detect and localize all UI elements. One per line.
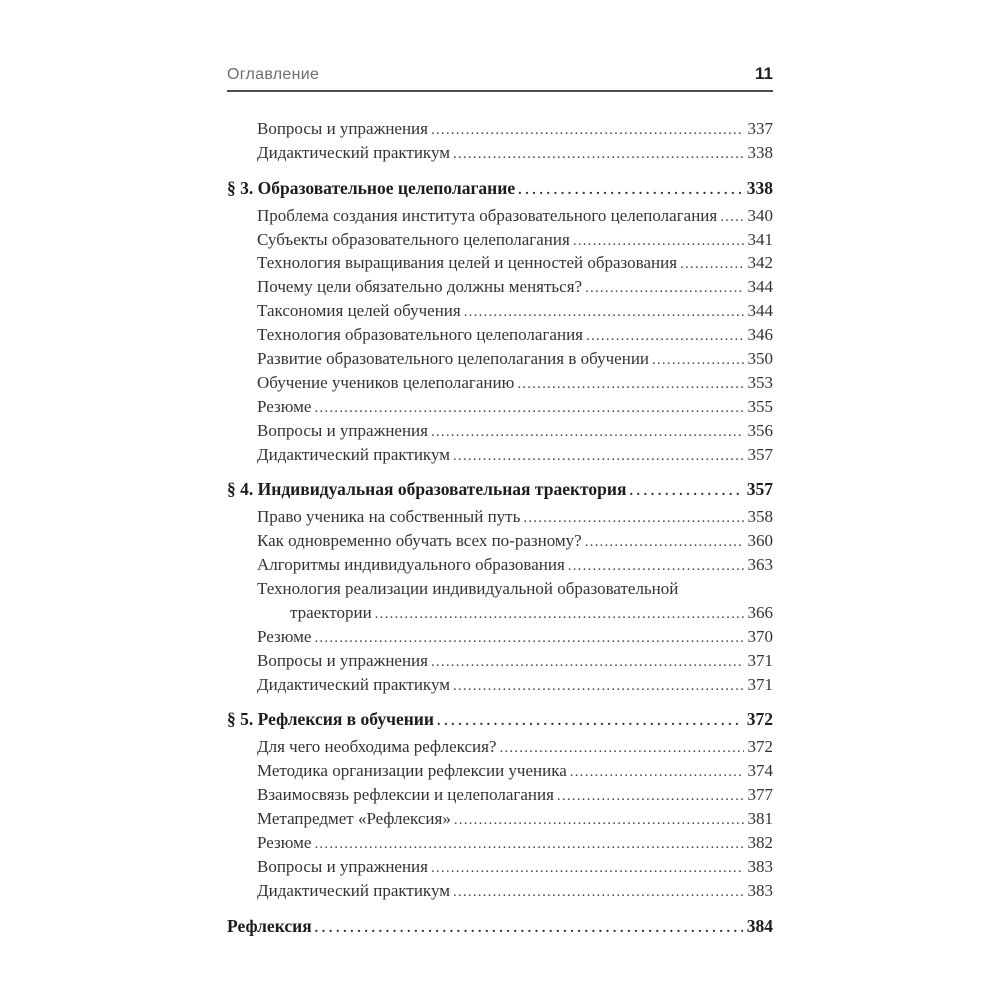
- toc-entry-page: 383: [747, 880, 773, 900]
- toc-entry: [227, 531, 773, 555]
- dot-leader: [454, 809, 744, 829]
- toc-entry: [227, 809, 773, 833]
- page-content: [227, 64, 773, 940]
- toc-entry: [227, 709, 773, 733]
- toc-entry-title: § 4. Индивидуальная образовательная траектория: [227, 479, 627, 500]
- toc-entry-title: Технология выращивания целей и ценностей образования: [257, 253, 678, 273]
- dot-leader: [585, 531, 744, 551]
- toc-entry-page: 350: [747, 349, 773, 369]
- toc-entry: [227, 579, 773, 603]
- toc-entry: [227, 178, 773, 202]
- toc-entry-page: 358: [747, 507, 773, 527]
- dot-leader: [570, 761, 744, 781]
- toc-entry-title: Таксономия целей обучения: [257, 301, 461, 321]
- toc-entry-page: 356: [747, 420, 773, 440]
- dot-leader: [453, 881, 744, 901]
- toc-entry: [227, 675, 773, 699]
- toc-entry-page: 342: [747, 253, 773, 273]
- dot-leader: [720, 206, 743, 226]
- toc-entry-title: Технология реализации индивидуальной образовательной: [257, 579, 679, 599]
- dot-leader: [453, 143, 744, 163]
- dot-leader: [585, 277, 743, 297]
- running-title: Оглавление: [227, 66, 320, 83]
- dot-leader: [499, 737, 743, 757]
- dot-leader: [517, 373, 743, 393]
- toc-entry-page: 340: [747, 205, 773, 225]
- toc-entry-page: 363: [747, 555, 773, 575]
- toc-entry-title: Дидактический практикум: [257, 674, 450, 694]
- toc-entry-page: 371: [747, 650, 773, 670]
- toc-entry-page: 381: [747, 809, 773, 829]
- toc-entry: [227, 479, 773, 503]
- toc-entry-title: Метапредмет «Рефлексия»: [257, 809, 451, 829]
- toc-entry: [227, 627, 773, 651]
- dot-leader: [573, 230, 744, 250]
- toc-entry-title: Почему цели обязательно должны меняться?: [257, 277, 583, 297]
- toc-entry-page: 371: [747, 674, 773, 694]
- dot-leader: [453, 675, 744, 695]
- toc-entry-page: 357: [746, 479, 773, 500]
- toc-entry-title: Проблема создания института образовательного целеполагания: [257, 205, 718, 225]
- toc-entry: [227, 277, 773, 301]
- toc-entry-title: Алгоритмы индивидуального образования: [257, 555, 565, 575]
- dot-leader: [557, 785, 744, 805]
- toc-entry: [227, 143, 773, 167]
- toc-entry-page: 372: [747, 737, 773, 757]
- toc-entry: [227, 397, 773, 421]
- toc-entry-title: Вопросы и упражнения: [257, 119, 428, 138]
- toc-entry: [227, 349, 773, 373]
- toc-entry-page: 346: [747, 325, 773, 345]
- toc-entry-page: 384: [746, 915, 773, 936]
- dot-leader: [437, 709, 743, 730]
- dot-leader: [431, 857, 744, 877]
- toc-entry: [227, 301, 773, 325]
- toc-entry-page: 344: [747, 301, 773, 321]
- toc-entry-title: Дидактический практикум: [257, 444, 450, 464]
- dot-leader: [464, 301, 744, 321]
- toc-entry-title: Дидактический практикум: [257, 142, 450, 162]
- toc-entry-title: Как одновременно обучать всех по-разному?: [257, 531, 582, 551]
- dot-leader: [568, 555, 744, 575]
- dot-leader: [453, 445, 744, 465]
- dot-leader: [314, 397, 743, 417]
- toc-entry: [227, 373, 773, 397]
- toc-entry-page: 374: [747, 761, 773, 781]
- dot-leader: [652, 349, 743, 369]
- toc-entry: [227, 507, 773, 531]
- toc-entry: [227, 230, 773, 254]
- toc-entry-title: Резюме: [257, 626, 312, 646]
- toc-entry: [227, 555, 773, 579]
- toc-entry: [227, 421, 773, 445]
- toc-entry: [227, 253, 773, 277]
- toc-entry-title: § 5. Рефлексия в обучении: [227, 709, 434, 730]
- toc-entry: [227, 833, 773, 857]
- toc-entry-title: Резюме: [257, 832, 312, 852]
- toc-entry-page: 341: [747, 229, 773, 249]
- toc-entry-title: Резюме: [257, 396, 312, 416]
- toc-entry-page: 353: [747, 372, 773, 392]
- toc-list: [227, 119, 773, 940]
- toc-entry-title: Вопросы и упражнения: [257, 650, 428, 670]
- toc-entry-title: Технология образовательного целеполагания: [257, 325, 583, 345]
- toc-entry-title: Вопросы и упражнения: [257, 856, 428, 876]
- toc-entry: [227, 206, 773, 230]
- dot-leader: [431, 119, 744, 139]
- dot-leader: [315, 916, 743, 937]
- toc-entry-title: Обучение учеников целеполаганию: [257, 372, 515, 392]
- toc-entry-title: Методика организации рефлексии ученика: [257, 761, 567, 781]
- toc-entry-page: 383: [747, 856, 773, 876]
- toc-entry: [227, 119, 773, 143]
- toc-entry-page: 338: [746, 177, 773, 198]
- page-number: 11: [755, 64, 773, 83]
- dot-leader: [518, 178, 743, 199]
- toc-entry-page: 357: [747, 444, 773, 464]
- toc-entry-title: § 3. Образовательное целеполагание: [227, 177, 516, 198]
- toc-entry-page: 360: [747, 531, 773, 551]
- toc-entry-page: 338: [747, 142, 773, 162]
- toc-entry: [227, 603, 773, 627]
- toc-entry-title: Вопросы и упражнения: [257, 420, 428, 440]
- toc-entry-page: 372: [746, 709, 773, 730]
- toc-entry-page: 344: [747, 277, 773, 297]
- toc-entry-title: Субъекты образовательного целеполагания: [257, 229, 570, 249]
- toc-entry: [227, 325, 773, 349]
- toc-entry-title: Взаимосвязь рефлексии и целеполагания: [257, 785, 554, 805]
- toc-entry: [227, 761, 773, 785]
- dot-leader: [431, 651, 744, 671]
- running-head: [227, 64, 773, 92]
- dot-leader: [314, 833, 743, 853]
- toc-entry-title: Право ученика на собственный путь: [257, 507, 521, 527]
- toc-entry-title: Рефлексия: [227, 915, 312, 936]
- toc-entry-title-continuation: траектории: [290, 602, 372, 622]
- toc-entry: [227, 651, 773, 675]
- dot-leader: [523, 507, 743, 527]
- dot-leader: [431, 421, 744, 441]
- toc-entry-page: 355: [747, 396, 773, 416]
- toc-entry-page: 370: [747, 626, 773, 646]
- toc-entry: [227, 916, 773, 940]
- toc-entry: [227, 445, 773, 469]
- toc-entry-page: 377: [747, 785, 773, 805]
- dot-leader: [680, 253, 743, 273]
- toc-entry-title: Для чего необходима рефлексия?: [257, 737, 497, 757]
- dot-leader: [375, 603, 744, 623]
- toc-entry: [227, 881, 773, 905]
- dot-leader: [629, 479, 742, 500]
- toc-entry-page: 337: [747, 119, 773, 138]
- toc-entry: [227, 857, 773, 881]
- toc-entry-page: 382: [747, 832, 773, 852]
- toc-entry-page: 366: [747, 602, 773, 622]
- toc-entry-title: Дидактический практикум: [257, 880, 450, 900]
- toc-entry: [227, 737, 773, 761]
- toc-entry: [227, 785, 773, 809]
- dot-leader: [314, 627, 743, 647]
- toc-entry-title: Развитие образовательного целеполагания в обучении: [257, 349, 650, 369]
- dot-leader: [586, 325, 744, 345]
